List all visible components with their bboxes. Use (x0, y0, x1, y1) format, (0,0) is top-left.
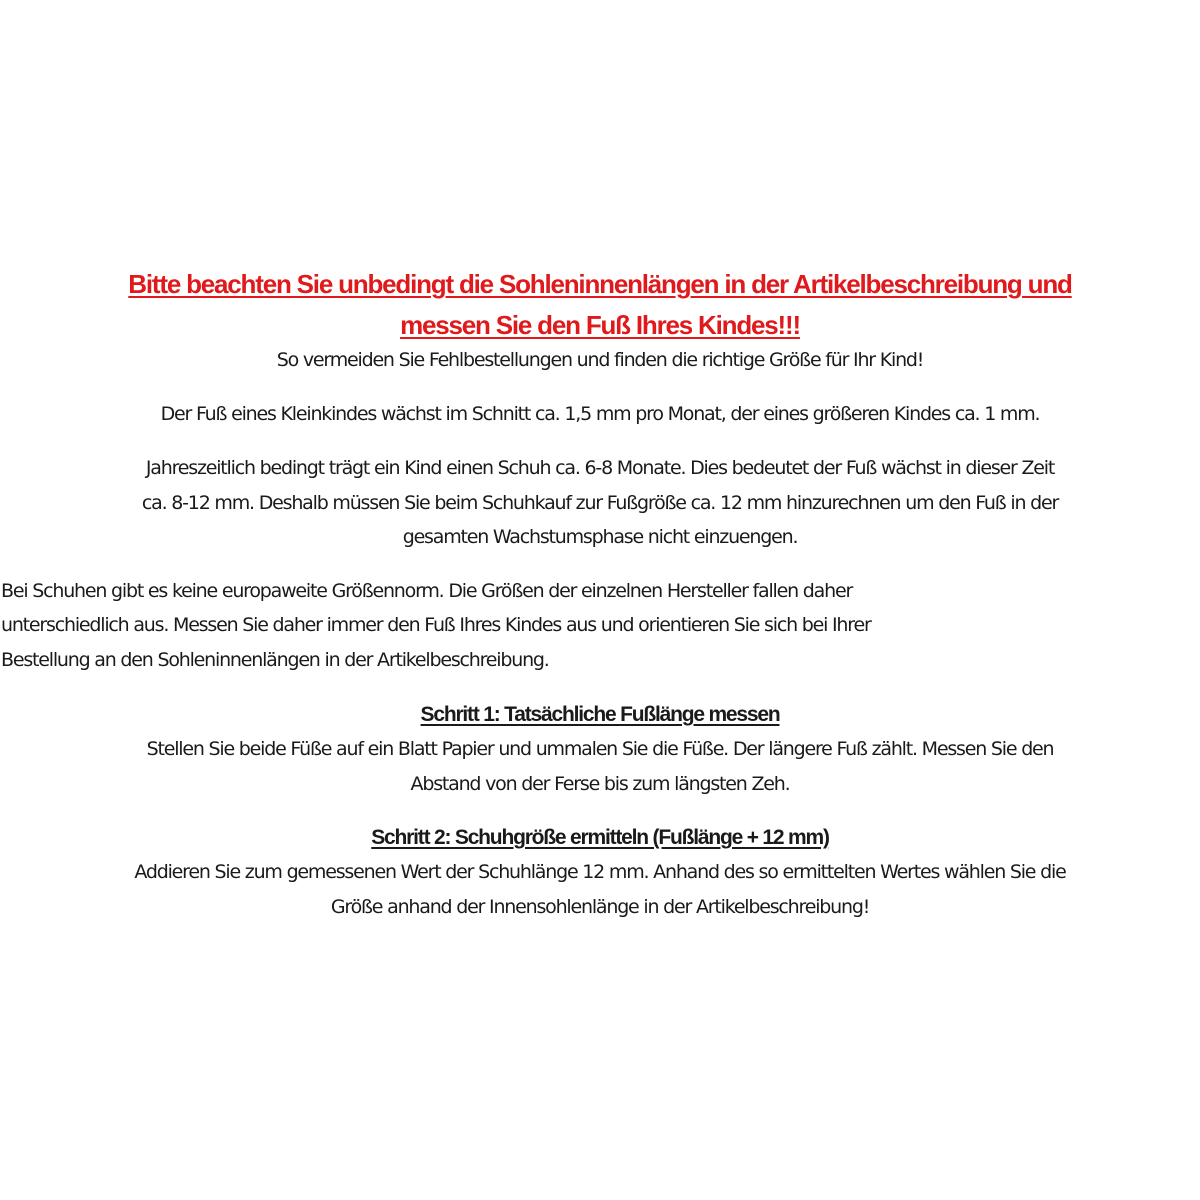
step-1-title: Schritt 1: Tatsächliche Fußlänge messen (420, 703, 780, 726)
season-line-3: gesamten Wachstumsphase nicht einzuengen. (402, 526, 798, 548)
season-line-1: Jahreszeitlich bedingt trägt ein Kind einen Schuh ca. 6-8 Monate. Dies bedeutet der Fuß wächst in dieser Zeit (145, 457, 1055, 479)
growth-text: Der Fuß eines Kleinkindes wächst im Schnitt ca. 1,5 mm pro Monat, der eines größeren Kindes ca. 1 mm. (160, 402, 1040, 425)
step-1-line-2: Abstand von der Ferse bis zum längsten Zeh. (410, 772, 790, 795)
step-1-line-1: Stellen Sie beide Füße auf ein Blatt Papier und ummalen Sie die Füße. Der längere Fuß zählt. Messen Sie den (146, 738, 1054, 760)
season-paragraph (0, 451, 1200, 555)
step-2-title: Schritt 2: Schuhgröße ermitteln (Fußlänge + 12 mm) (371, 826, 829, 849)
step-2-line-1: Addieren Sie zum gemessenen Wert der Schuhlänge 12 mm. Anhand des so ermittelten Wertes wählen Sie die (134, 861, 1066, 883)
step-2-line-2: Größe anhand der Innensohlenlänge in der Artikelbeschreibung! (330, 895, 870, 918)
norm-line-1: Bei Schuhen gibt es keine europaweite Größennorm. Die Größen der einzelnen Hersteller fallen daher (1, 579, 853, 602)
warning-line-2: messen Sie den Fuß Ihres Kindes!!! (400, 310, 800, 340)
norm-line-3: Bestellung an den Sohleninnenlängen in der Artikelbeschreibung. (1, 648, 549, 671)
warning-heading (0, 263, 1200, 347)
step-2-section (0, 821, 1200, 924)
step-1-section (0, 698, 1200, 801)
size-guide-document (0, 263, 1200, 924)
norm-line-2: unterschiedlich aus. Messen Sie daher immer den Fuß Ihres Kindes aus und orientieren Sie sich bei Ihrer (1, 614, 871, 636)
norm-paragraph (0, 574, 1200, 678)
intro-text: So vermeiden Sie Fehlbestellungen und finden die richtige Größe für Ihr Kind! (276, 349, 924, 371)
warning-line-1: Bitte beachten Sie unbedingt die Sohleninnenlängen in der Artikelbeschreibung und (128, 269, 1072, 299)
season-line-2: ca. 8-12 mm. Deshalb müssen Sie beim Schuhkauf zur Fußgröße ca. 12 mm hinzurechnen um den Fuß in der (141, 491, 1059, 514)
